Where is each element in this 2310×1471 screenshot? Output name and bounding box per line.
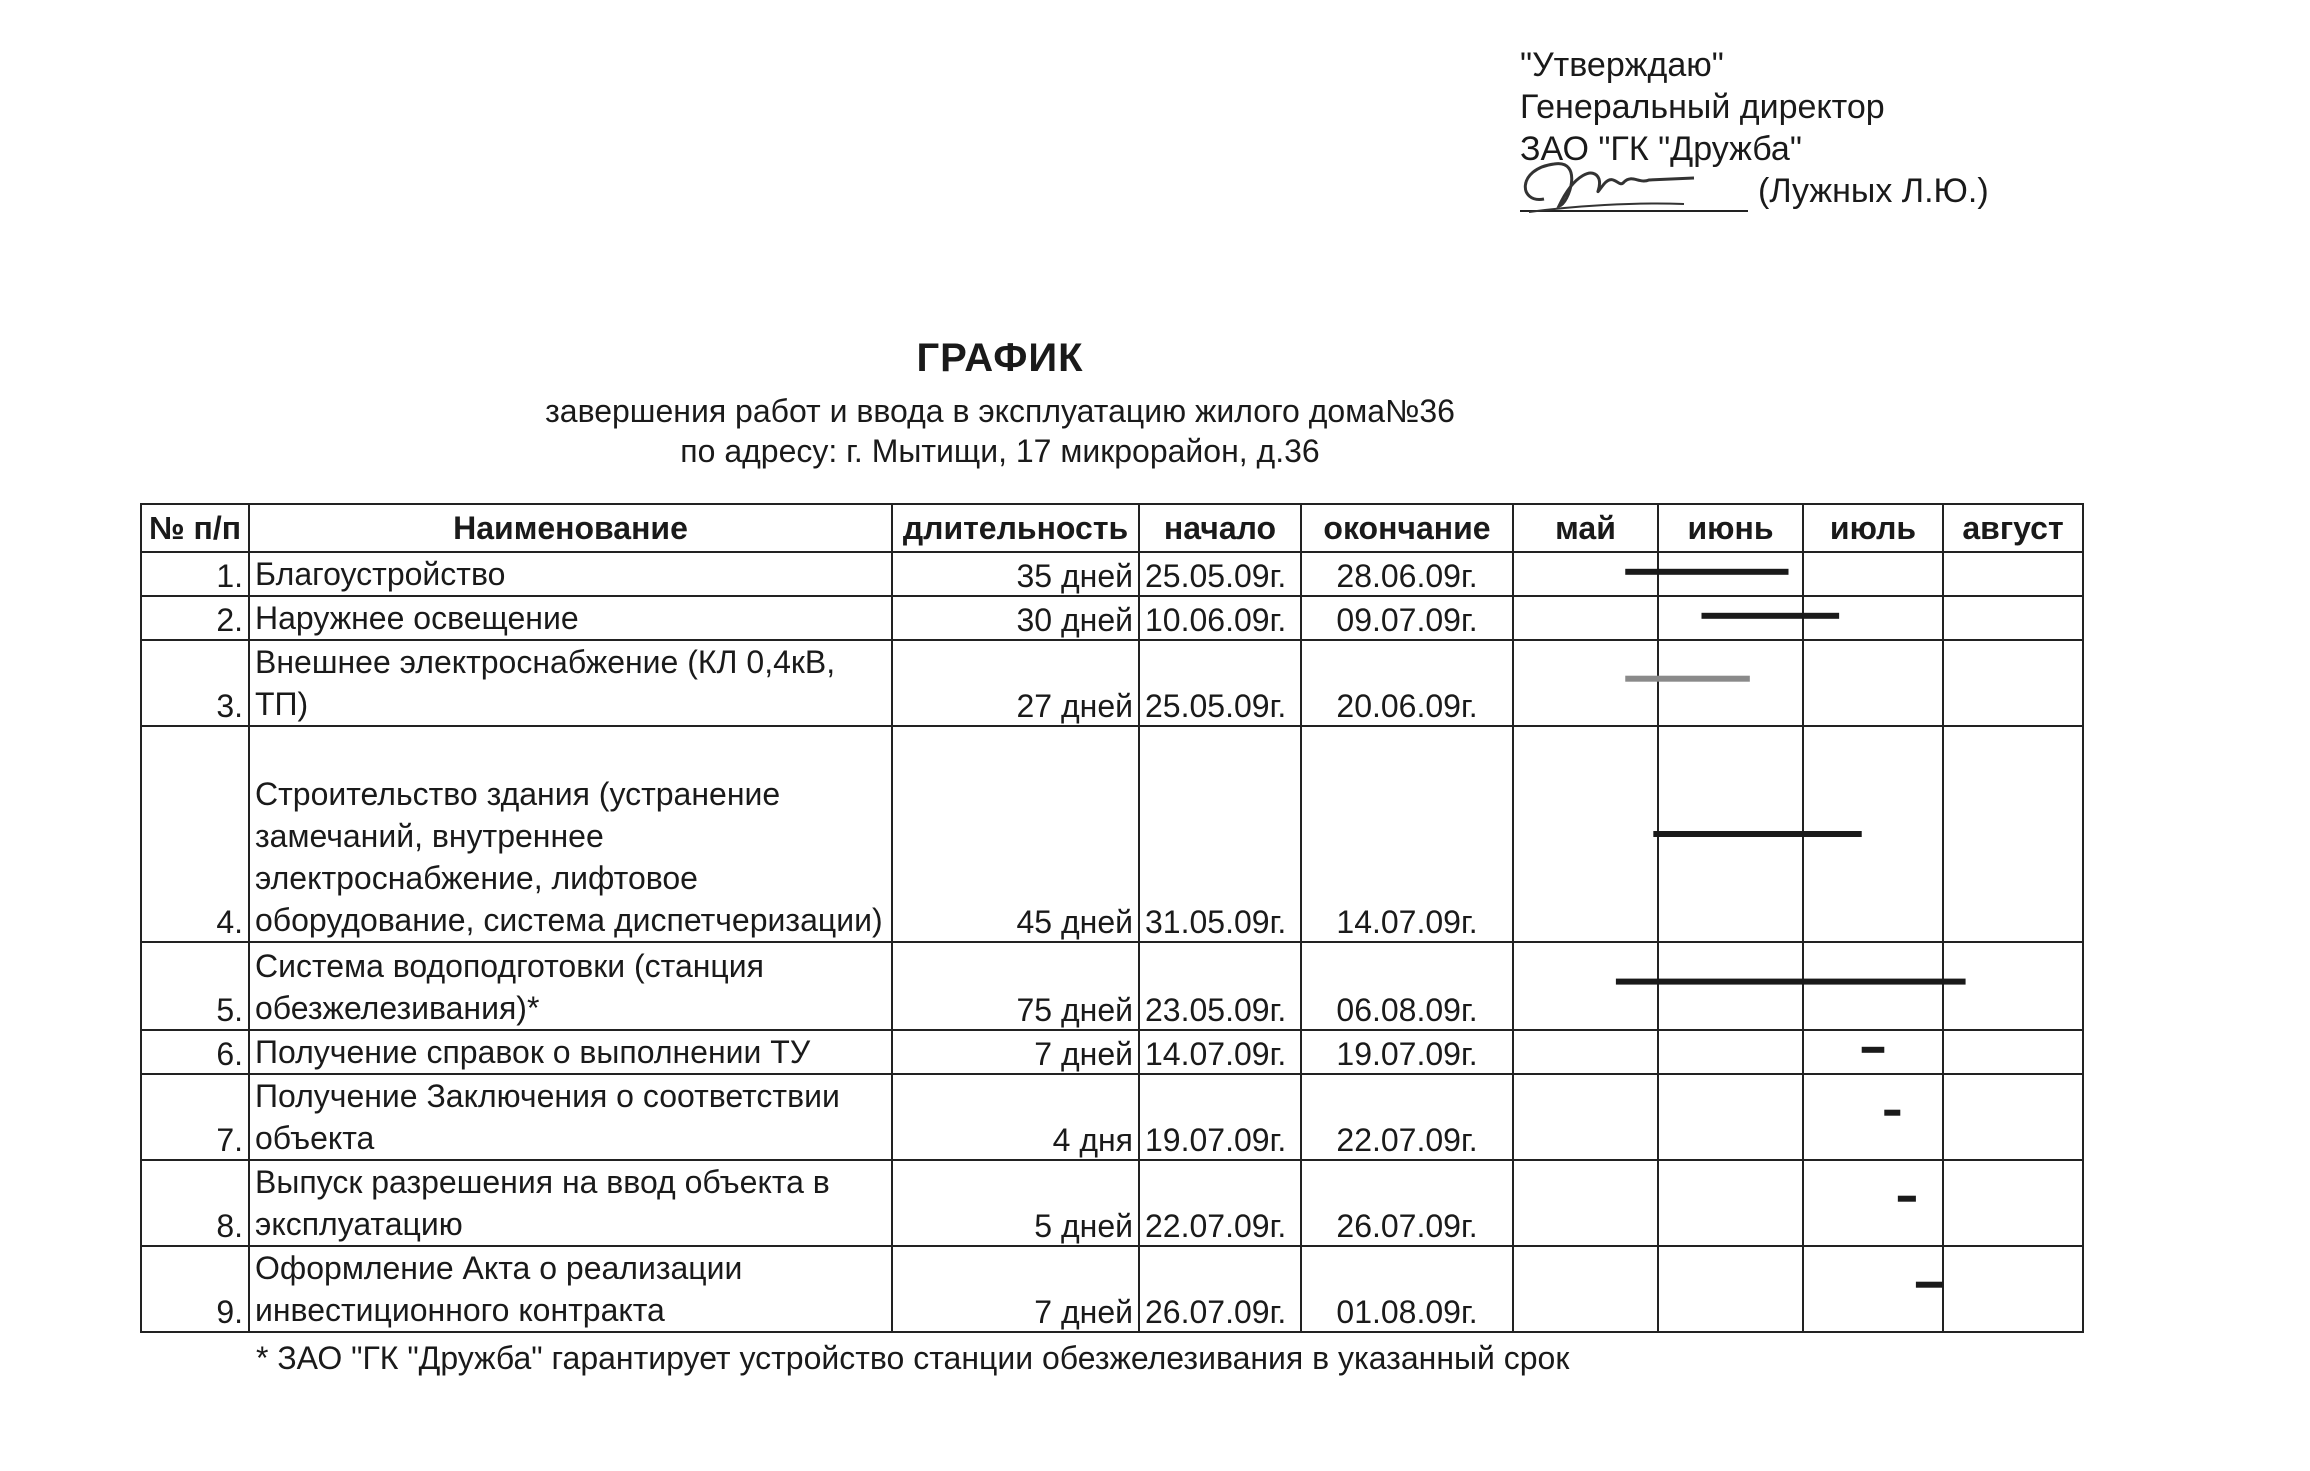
cell-august [1943,596,2083,640]
cell-june [1658,1030,1803,1074]
cell-end: 28.06.09г. [1301,552,1513,596]
table-row [141,1160,2083,1246]
cell-start: 10.06.09г. [1139,596,1301,640]
cell-august [1943,1246,2083,1332]
cell-may [1513,552,1658,596]
cell-start: 25.05.09г. [1139,640,1301,726]
cell-start: 25.05.09г. [1139,552,1301,596]
cell-august [1943,726,2083,942]
handwritten-signature [1514,144,1754,224]
cell-june [1658,942,1803,1030]
schedule-table [140,503,2084,1333]
cell-name: Выпуск разрешения на ввод объекта в эксплуатацию [249,1160,892,1246]
header-duration: длительность [892,504,1139,552]
cell-end: 22.07.09г. [1301,1074,1513,1160]
cell-may [1513,726,1658,942]
cell-may [1513,1074,1658,1160]
approver-company: ЗАО "ГК "Дружба" [1520,130,1802,168]
header-name: Наименование [249,504,892,552]
cell-start: 26.07.09г. [1139,1246,1301,1332]
header-august: август [1943,504,2083,552]
document-address: по адресу: г. Мытищи, 17 микрорайон, д.36 [680,433,1320,469]
cell-july [1803,1074,1943,1160]
cell-end: 14.07.09г. [1301,726,1513,942]
cell-august [1943,1160,2083,1246]
cell-june [1658,1074,1803,1160]
cell-duration: 4 дня [892,1074,1139,1160]
cell-july [1803,1030,1943,1074]
cell-end: 01.08.09г. [1301,1246,1513,1332]
approver-position: Генеральный директор [1520,88,1885,126]
table-row [141,596,2083,640]
cell-start: 14.07.09г. [1139,1030,1301,1074]
cell-duration: 5 дней [892,1160,1139,1246]
header-june: июнь [1658,504,1803,552]
cell-august [1943,552,2083,596]
cell-num: 2. [141,596,249,640]
cell-duration: 75 дней [892,942,1139,1030]
cell-name: Благоустройство [249,552,892,596]
cell-june [1658,726,1803,942]
approval-block [1520,44,1989,212]
cell-start: 19.07.09г. [1139,1074,1301,1160]
cell-num: 7. [141,1074,249,1160]
cell-july [1803,640,1943,726]
cell-duration: 45 дней [892,726,1139,942]
header-may: май [1513,504,1658,552]
signer-name: (Лужных Л.Ю.) [1758,172,1989,210]
cell-num: 3. [141,640,249,726]
cell-july [1803,596,1943,640]
cell-end: 19.07.09г. [1301,1030,1513,1074]
cell-june [1658,596,1803,640]
cell-name: Оформление Акта о реализации инвестиционного контракта [249,1246,892,1332]
cell-start: 31.05.09г. [1139,726,1301,942]
cell-name: Внешнее электроснабжение (КЛ 0,4кВ, ТП) [249,640,892,726]
cell-august [1943,942,2083,1030]
cell-duration: 27 дней [892,640,1139,726]
table-row [141,1030,2083,1074]
cell-end: 20.06.09г. [1301,640,1513,726]
cell-may [1513,1160,1658,1246]
cell-end: 06.08.09г. [1301,942,1513,1030]
cell-august [1943,1030,2083,1074]
cell-july [1803,1246,1943,1332]
table-row [141,640,2083,726]
header-num: № п/п [141,504,249,552]
cell-may [1513,1030,1658,1074]
approval-heading: "Утверждаю" [1520,46,1724,84]
cell-august [1943,640,2083,726]
cell-name: Наружнее освещение [249,596,892,640]
cell-name: Получение Заключения о соответствии объекта [249,1074,892,1160]
document-subtitle: завершения работ и ввода в эксплуатацию жилого дома№36 [545,393,1455,429]
cell-july [1803,552,1943,596]
header-july: июль [1803,504,1943,552]
cell-may [1513,596,1658,640]
table-row [141,1074,2083,1160]
cell-num: 5. [141,942,249,1030]
cell-end: 09.07.09г. [1301,596,1513,640]
cell-june [1658,1246,1803,1332]
cell-duration: 7 дней [892,1246,1139,1332]
table-row [141,942,2083,1030]
cell-july [1803,942,1943,1030]
signature-line [1520,174,1748,212]
cell-num: 1. [141,552,249,596]
table-row [141,726,2083,942]
cell-may [1513,1246,1658,1332]
table-row [141,1246,2083,1332]
cell-august [1943,1074,2083,1160]
cell-name: Строительство здания (устранение замечаний, внутреннее электроснабжение, лифтовое оборудование, система диспетчеризации) [249,726,892,942]
cell-name: Система водоподготовки (станция обезжелезивания)* [249,942,892,1030]
header-start: начало [1139,504,1301,552]
cell-june [1658,552,1803,596]
cell-num: 6. [141,1030,249,1074]
cell-num: 9. [141,1246,249,1332]
cell-num: 4. [141,726,249,942]
cell-name: Получение справок о выполнении ТУ [249,1030,892,1074]
cell-start: 22.07.09г. [1139,1160,1301,1246]
cell-num: 8. [141,1160,249,1246]
cell-june [1658,1160,1803,1246]
cell-may [1513,942,1658,1030]
cell-start: 23.05.09г. [1139,942,1301,1030]
cell-may [1513,640,1658,726]
table-row [141,552,2083,596]
cell-end: 26.07.09г. [1301,1160,1513,1246]
cell-duration: 30 дней [892,596,1139,640]
header-end: окончание [1301,504,1513,552]
cell-duration: 7 дней [892,1030,1139,1074]
footnote: * ЗАО "ГК "Дружба" гарантирует устройство станции обезжелезивания в указанный срок [256,1340,1570,1376]
cell-july [1803,1160,1943,1246]
signature-row [1520,170,1989,212]
cell-duration: 35 дней [892,552,1139,596]
table-header-row [141,504,2083,552]
document-title: ГРАФИК [916,336,1084,380]
cell-june [1658,640,1803,726]
cell-july [1803,726,1943,942]
